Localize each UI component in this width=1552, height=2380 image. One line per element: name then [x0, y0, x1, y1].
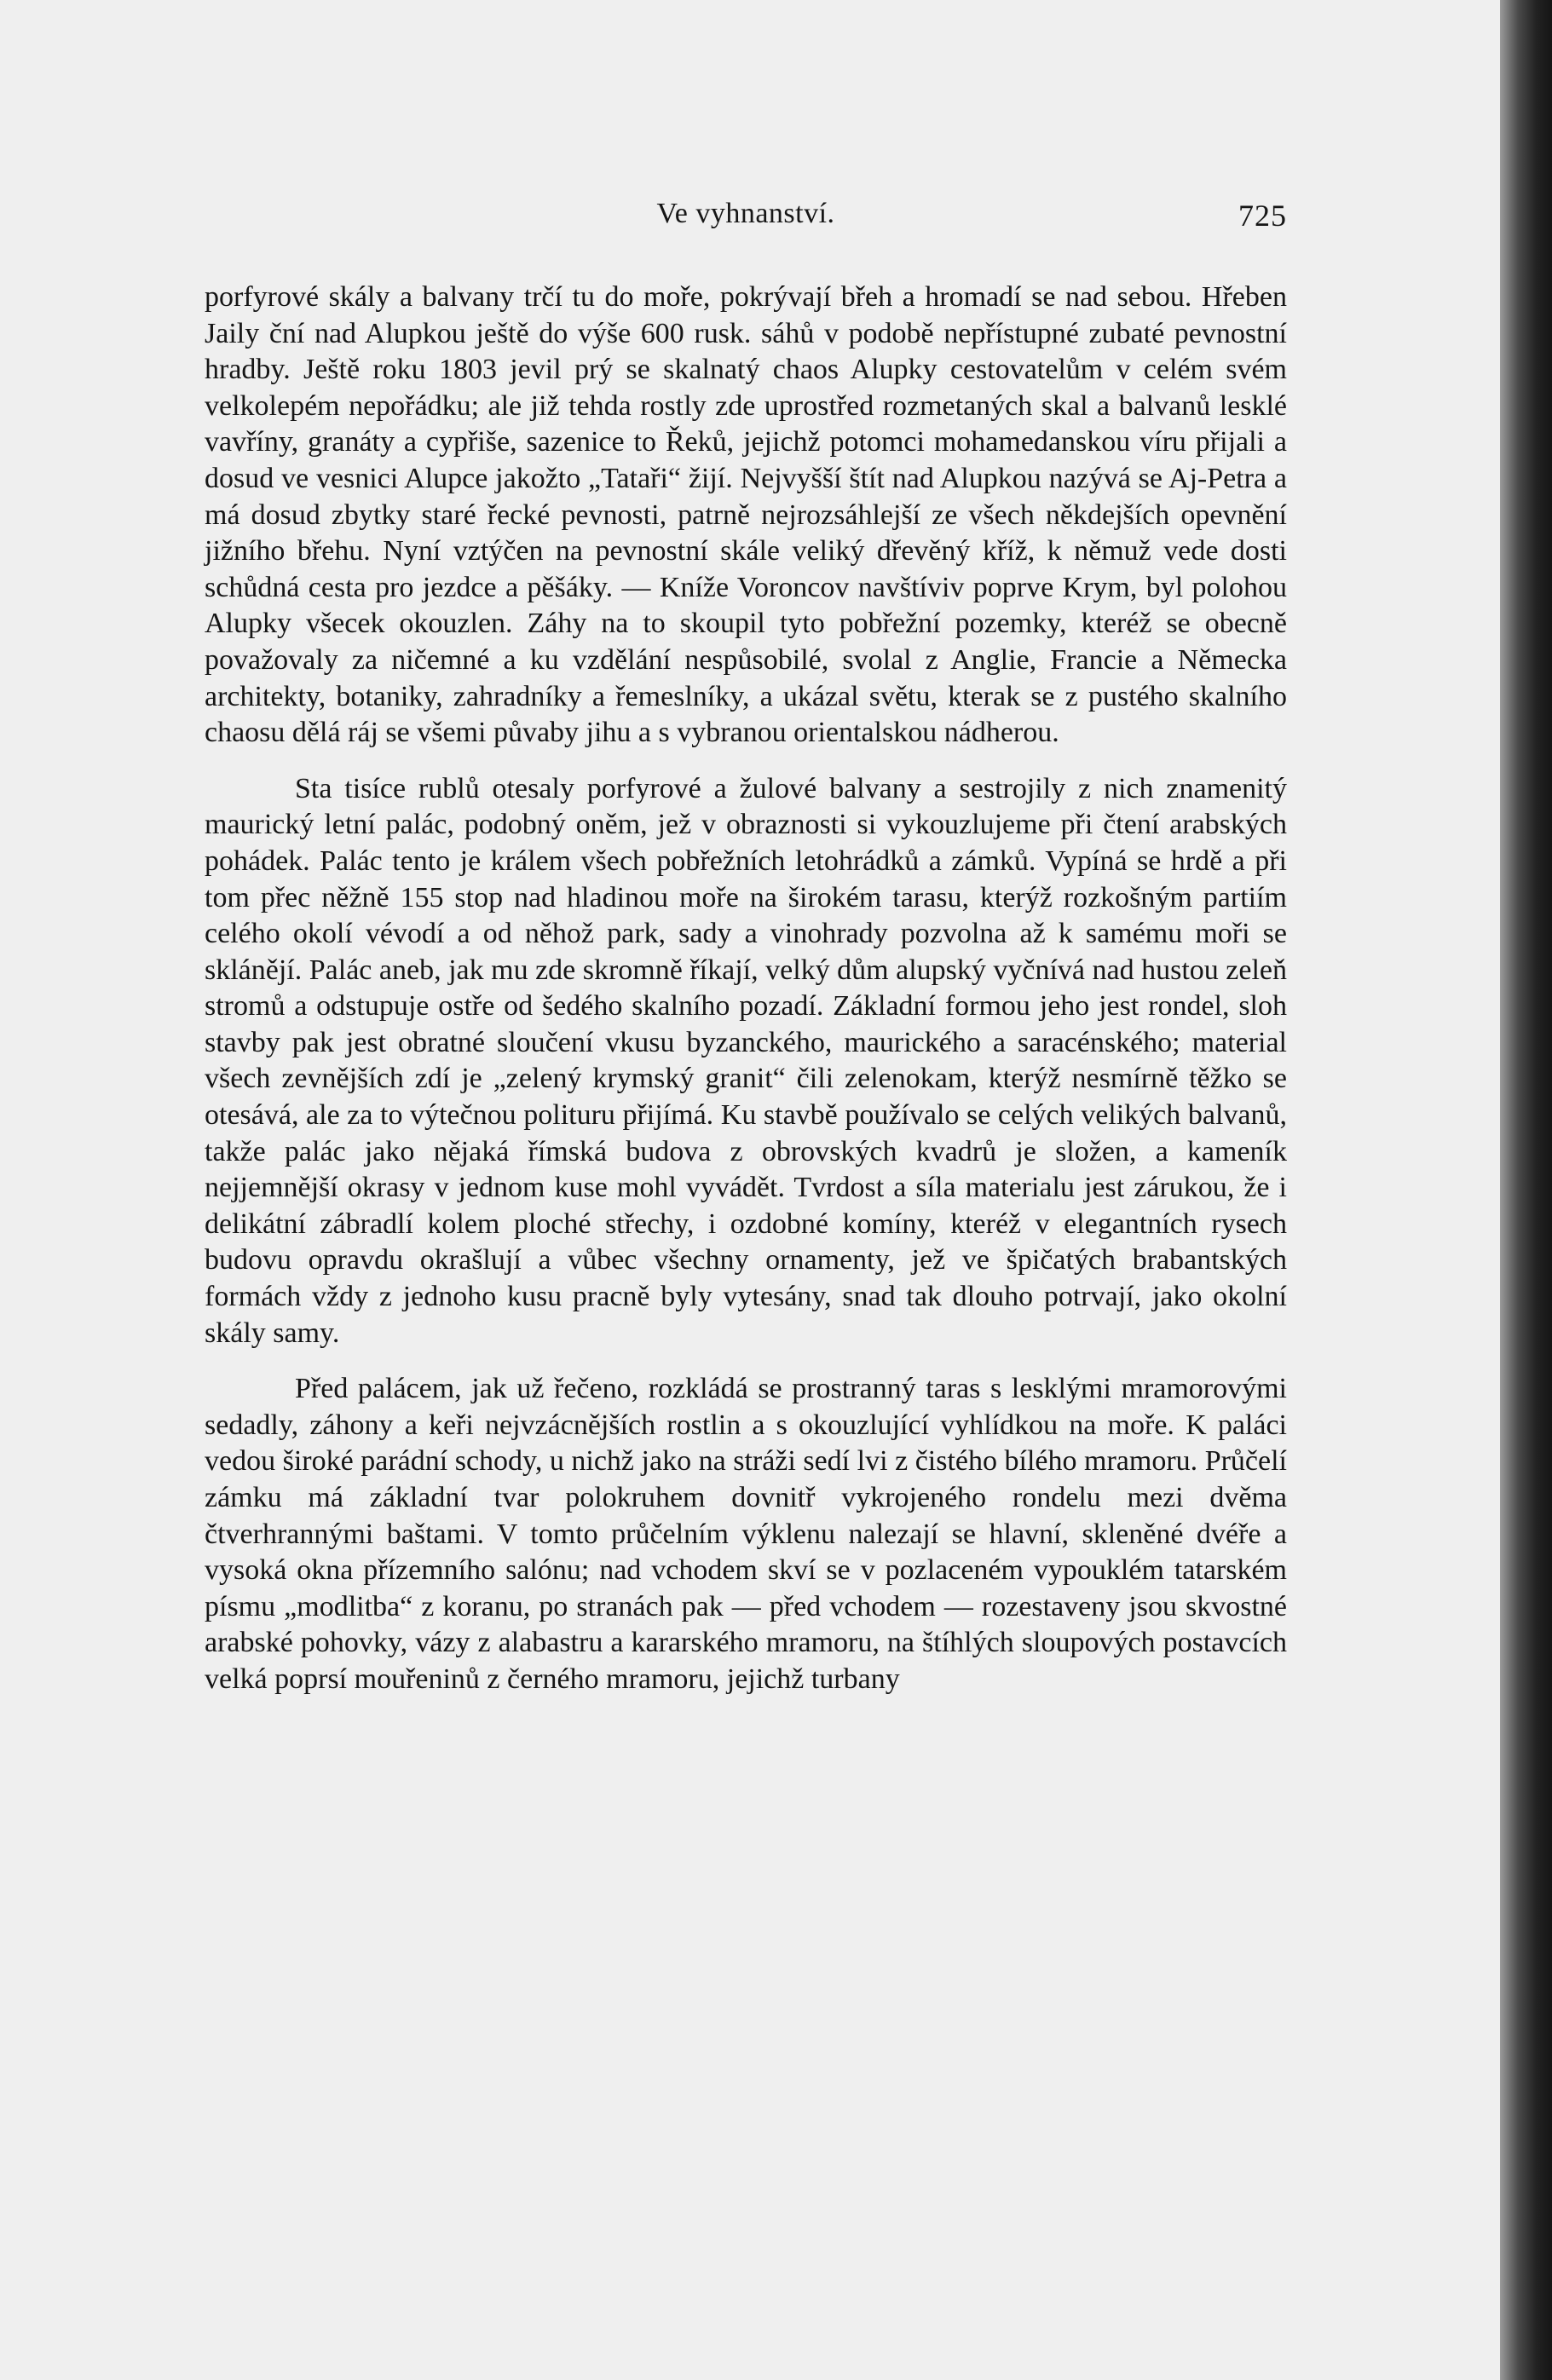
- page-edge-shadow: [1500, 0, 1552, 2380]
- paragraph-1: porfyrové skály a balvany trčí tu do moře, pokrývají břeh a hromadí se nad sebou. Hřeben Jaily ční nad Alupkou ještě do výše 600 rusk. sáhů v podobě nepřístupné zubaté pevnostní hradby. Ještě roku 1803 jevil prý se skalnatý chaos Alupky cestovatelům v celém svém velkolepém nepořádku; ale již tehda rostly zde uprostřed rozmetaných skal a balvanů lesklé vavříny, granáty a cypřiše, sazenice to Řeků, jejichž potomci mohamedanskou víru přijali a dosud ve vesnici Alupce jakožto „Tataři“ žijí. Nejvyšší štít nad Alupkou nazývá se Aj-Petra a má dosud zbytky staré řecké pevnosti, patrně nejrozsáhlejší ze všech někdejších opevnění jižního břehu. Nyní vztýčen na pevnostní skále veliký dřevěný kříž, k němuž vede dosti schůdná cesta pro jezdce a pěšáky. — Kníže Voroncov navštíviv poprve Krym, byl polohou Alupky všecek okouzlen. Záhy na to skoupil tyto pobřežní pozemky, kteréž se obecně považovaly za ničemné a ku vzdělání nespůsobilé, svolal z Anglie, Francie a Německa architekty, botaniky, zahradníky a řemeslníky, a ukázal světu, kterak se z pustého skalního chaosu dělá ráj se všemi půvaby jihu a s vybranou orientalskou nádherou.: [205, 281, 1287, 749]
- paragraph-2: Sta tisíce rublů otesaly porfyrové a žulové balvany a sestrojily z nich znamenitý maurický letní palác, podobný oněm, jež v obraznosti si vykouzlujeme při čtení arabských pohádek. Palác tento je králem všech pobřežních letohrádků a zámků. Vypíná se hrdě a při tom přec něžně 155 stop nad hladinou moře na širokém tarasu, kterýž rozkošným partiím celého okolí vévodí a od něhož park, sady a vinohrady pozvolna až k samému moři se sklánějí. Palác aneb, jak mu zde skromně říkají, velký dům alupský vyčnívá nad hustou zeleň stromů a odstupuje ostře od šedého skalního pozadí. Základní formou jeho jest rondel, sloh stavby pak jest obratné sloučení vkusu byzanckého, maurického a saracénského; material všech zevnějších zdí je „zelený krymský granit“ čili zelenokam, kterýž nesmírně těžko se otesává, ale za to výtečnou polituru přijímá. Ku stavbě používalo se celých velikých balvanů, takže palác jako nějaká římská budova z obrovských kvadrů je složen, a kameník nejjemnější okrasy v jednom kuse mohl vyvádět. Tvrdost a síla materialu jest zárukou, že i delikátní zábradlí kolem ploché střechy, i ozdobné komíny, kteréž v elegantních rysech budovu opravdu okrašlují a vůbec všechny ornamenty, jež ve špičatých brabantských formách vždy z jednoho kusu pracně byly vytesány, snad tak dlouho potrvají, jako okolní skály samy.: [205, 772, 1287, 1349]
- running-title: Ve vyhnanství.: [656, 198, 835, 229]
- page-header: [205, 198, 1287, 249]
- body-text: [205, 279, 1287, 1698]
- page-number: 725: [1238, 199, 1287, 233]
- paragraph-3: Před palácem, jak už řečeno, rozkládá se prostranný taras s lesklými mramorovými sedadly, záhony a keři nejvzácnějších rostlin a s okouzlující vyhlídkou na moře. K paláci vedou široké parádní schody, u nichž jako na stráži sedí lvi z čistého bílého mramoru. Průčelí zámku má základní tvar polokruhem dovnitř vykrojeného rondelu mezi dvěma čtverhrannými baštami. V tomto průčelním výklenu nalezají se hlavní, skleněné dvéře a vysoká okna přízemního salónu; nad vchodem skví se v pozlaceném vypouklém tatarském písmu „modlitba“ z koranu, po stranách pak — před vchodem — rozestaveny jsou skvostné arabské pohovky, vázy z alabastru a kararského mramoru, na štíhlých sloupových postavcích velká poprsí mouřeninů z černého mramoru, jejichž turbany: [205, 1373, 1287, 1695]
